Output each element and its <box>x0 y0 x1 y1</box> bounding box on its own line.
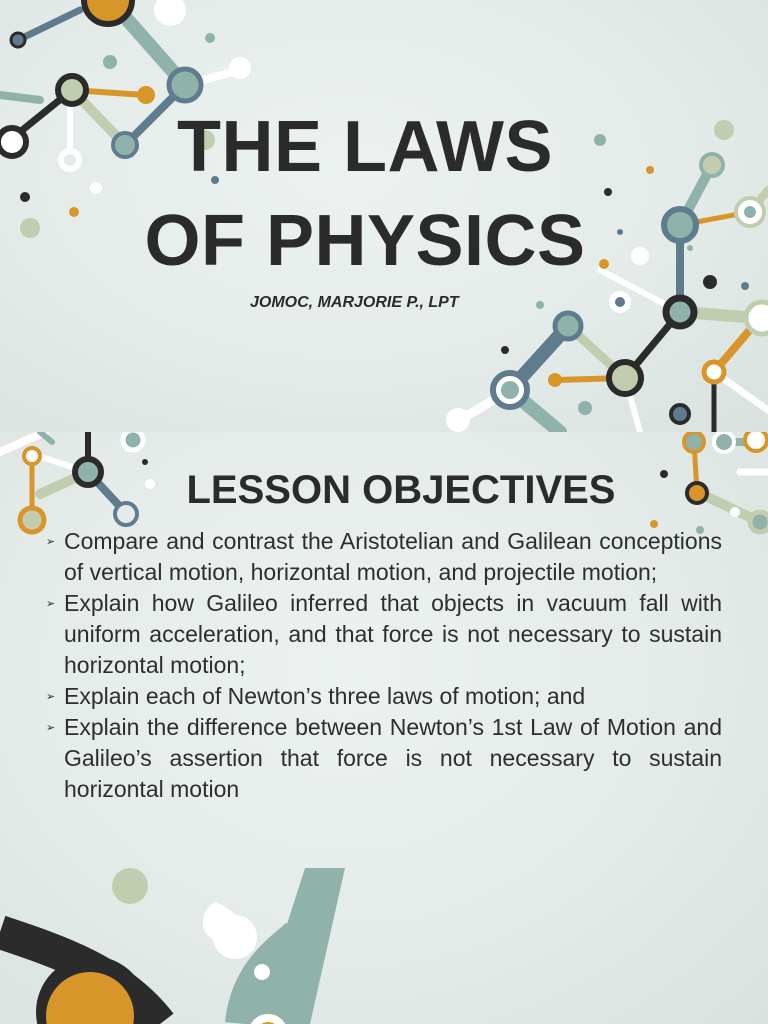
objective-text: Explain how Galileo inferred that objects in vacuum fall with uniform acceleration, and that force is not necessary to sustain horizontal motion; <box>64 590 722 678</box>
arrow-bullet-icon: ➢ <box>46 536 56 548</box>
objective-text: Explain the difference between Newton’s 1st Law of Motion and Galileo’s assertion that force is not necessary to sustain horizontal motion <box>64 714 722 802</box>
objective-item <box>46 588 722 681</box>
objectives-list <box>46 526 722 805</box>
arrow-bullet-icon: ➢ <box>46 598 56 610</box>
objective-item <box>46 712 722 805</box>
author-name: JOMOC, MARJORIE P., LPT <box>250 294 459 311</box>
title-slide <box>0 0 768 432</box>
objective-text: Explain each of Newton’s three laws of motion; and <box>64 683 586 709</box>
title-line-1: THE LAWS <box>177 107 553 187</box>
title-line-2: OF PHYSICS <box>144 201 586 281</box>
objective-item <box>46 681 722 712</box>
lesson-objectives-slide <box>0 432 768 1024</box>
lesson-objectives-heading: LESSON OBJECTIVES <box>186 468 616 512</box>
objective-text: Compare and contrast the Aristotelian and Galilean conceptions of vertical motion, horizontal motion, and projectile motion; <box>64 528 722 585</box>
arrow-bullet-icon: ➢ <box>46 722 56 734</box>
objective-item <box>46 526 722 588</box>
presentation-title <box>60 100 670 288</box>
arrow-bullet-icon: ➢ <box>46 691 56 703</box>
